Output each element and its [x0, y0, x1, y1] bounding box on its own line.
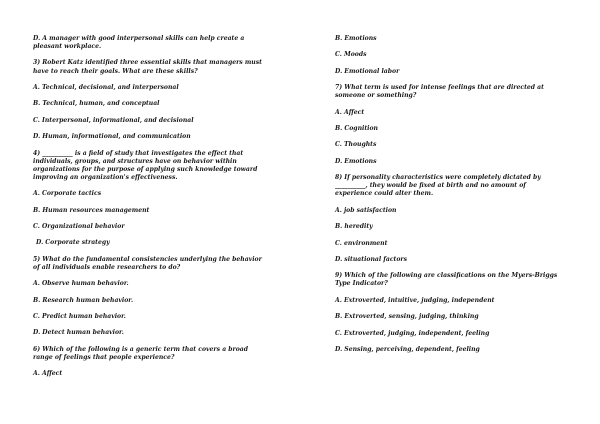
text-line: D. Corporate strategy: [36, 239, 110, 247]
text-line: 3) Robert Katz identified three essential skills that managers must: [33, 59, 262, 67]
text-line: D. Human, informational, and communication: [33, 133, 191, 141]
answer-option: [33, 190, 273, 198]
answer-option: [33, 117, 273, 125]
answer-option: [335, 109, 575, 117]
text-line: Type Indicator?: [335, 280, 388, 288]
text-line: C. environment: [335, 239, 388, 247]
answer-option: [335, 51, 575, 59]
text-line: C. Organizational behavior: [33, 222, 125, 230]
text-line: A. Corporate tactics: [33, 190, 102, 198]
answer-option: [33, 223, 273, 231]
text-line: 6) Which of the following is a generic term that covers a broad: [33, 345, 249, 353]
text-line: D. situational factors: [335, 255, 408, 263]
question-text: [33, 150, 273, 182]
question-text: [33, 346, 273, 362]
text-line: C. Moods: [335, 51, 367, 59]
text-line: A. Extroverted, intuitive, judging, independent: [335, 296, 495, 304]
answer-option: [33, 100, 273, 108]
answer-option: [335, 313, 575, 321]
text-line: B. Human resources management: [33, 206, 150, 214]
question-text: [335, 84, 575, 100]
answer-option: [33, 370, 273, 378]
text-line: D. Emotional labor: [335, 67, 400, 75]
text-line: C. Predict human behavior.: [33, 313, 126, 321]
answer-option: [335, 346, 575, 354]
answer-option: [335, 240, 575, 248]
text-line: range of feelings that people experience?: [33, 353, 175, 361]
question-text: [335, 272, 575, 288]
text-line: C. Thoughts: [335, 141, 377, 149]
text-line: A. Technical, decisional, and interpersonal: [33, 83, 179, 91]
text-line: D. Emotions: [335, 157, 377, 165]
answer-option: [335, 297, 575, 305]
text-line: B. Emotions: [335, 35, 377, 42]
text-line: 4) __________ is a field of study that investigates the effect that: [33, 149, 244, 157]
answer-option: [335, 207, 575, 215]
answer-option: [335, 256, 575, 264]
right-column: [335, 35, 575, 362]
answer-option: [33, 133, 273, 141]
question-text: [335, 174, 575, 198]
question-text: [33, 59, 273, 75]
text-line: improving an organization's effectiveness.: [33, 173, 178, 181]
answer-option: [335, 68, 575, 76]
answer-option: [33, 297, 273, 305]
text-line: A. job satisfaction: [335, 206, 397, 214]
answer-option: [33, 35, 273, 51]
text-line: have to reach their goals. What are these skills?: [33, 67, 198, 75]
text-line: 8) If personality characteristics were completely dictated by: [335, 174, 541, 182]
answer-option: [33, 280, 273, 288]
text-line: A. Affect: [33, 370, 63, 378]
answer-option: [33, 329, 273, 337]
text-line: 7) What term is used for intense feelings that are directed at: [335, 84, 544, 92]
answer-option: [335, 35, 575, 43]
text-line: pleasant workplace.: [33, 43, 102, 51]
text-line: someone or something?: [335, 92, 417, 100]
text-line: 5) What do the fundamental consistencies underlying the behavior: [33, 255, 262, 263]
answer-option: [335, 330, 575, 338]
text-line: C. Extroverted, judging, independent, feeling: [335, 329, 490, 337]
text-line: organizations for the purpose of applying such knowledge toward: [33, 165, 258, 173]
text-line: __________, they would be fixed at birth and no amount of: [335, 182, 526, 190]
text-line: of all individuals enable researchers to do?: [33, 263, 181, 271]
text-line: B. Technical, human, and conceptual: [33, 100, 160, 108]
text-line: 9) Which of the following are classifications on the Myers-Briggs: [335, 272, 558, 280]
text-line: experience could alter them.: [335, 190, 434, 198]
answer-option: [33, 207, 273, 215]
left-column: [33, 35, 273, 387]
text-line: B. heredity: [335, 223, 373, 231]
text-line: B. Extroverted, sensing, judging, thinking: [335, 313, 479, 321]
text-line: D. Sensing, perceiving, dependent, feeling: [335, 346, 480, 354]
question-text: [33, 256, 273, 272]
answer-option: [335, 223, 575, 231]
text-line: B. Cognition: [335, 125, 378, 133]
answer-option: [335, 158, 575, 166]
text-line: A. Observe human behavior.: [33, 280, 129, 288]
text-line: B. Research human behavior.: [33, 296, 134, 304]
answer-option: [33, 239, 273, 247]
text-line: D. A manager with good interpersonal skills can help create a: [33, 35, 245, 42]
text-line: D. Detect human behavior.: [33, 329, 124, 337]
answer-option: [33, 84, 273, 92]
text-line: A. Affect: [335, 108, 365, 116]
text-line: C. Interpersonal, informational, and decisional: [33, 116, 194, 124]
answer-option: [33, 313, 273, 321]
answer-option: [335, 125, 575, 133]
text-line: individuals, groups, and structures have on behavior within: [33, 157, 237, 165]
answer-option: [335, 141, 575, 149]
